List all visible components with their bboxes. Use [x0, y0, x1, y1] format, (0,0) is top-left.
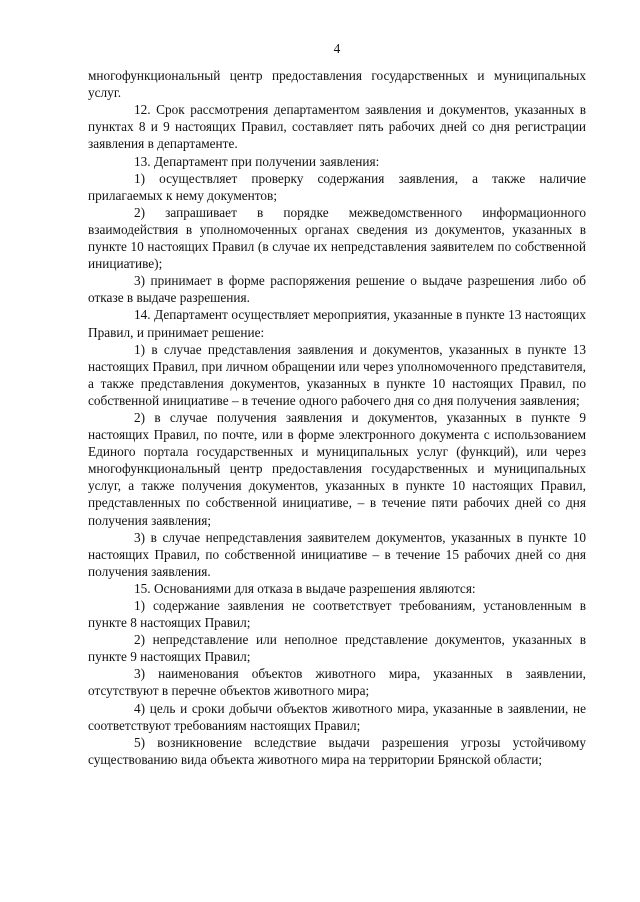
document-body: [88, 67, 586, 768]
paragraph: 3) в случае непредставления заявителем документов, указанных в пункте 10 настоящих Правил, по собственной инициативе – в течение 15 рабочих дней со дня получения заявления.: [88, 529, 586, 579]
document-page: [88, 40, 586, 768]
paragraph: 1) содержание заявления не соответствует требованиям, установленным в пункте 8 настоящих Правил;: [88, 598, 586, 631]
paragraph: 2) запрашивает в порядке межведомственного информационного взаимодействия в уполномоченных органах сведения из документов, указанных в пункте 10 настоящих Правил (в случае их непредставления заявителем по собственной инициативе);: [88, 204, 586, 272]
page-number: 4: [333, 41, 341, 56]
paragraph: 13. Департамент при получении заявления:: [134, 153, 380, 169]
paragraph: 2) в случае получения заявления и документов, указанных в пункте 9 настоящих Правил, по почте, или в форме электронного документа с использованием Единого портала государственных и муниципальных услуг (функций), или через многофункциональный центр предоставления государственных и муниципальных услуг, а также получения документов, указанных в пункте 10 настоящих Правил, представленных по собственной инициативе, – в течение пяти рабочих дней со дня получения заявления;: [88, 409, 586, 528]
paragraph: 2) непредставление или неполное представление документов, указанных в пункте 9 настоящих Правил;: [88, 632, 586, 665]
paragraph: 14. Департамент осуществляет мероприятия, указанные в пункте 13 настоящих Правил, и принимает решение:: [88, 307, 586, 340]
paragraph: 1) в случае представления заявления и документов, указанных в пункте 13 настоящих Правил, при личном обращении или через уполномоченного представителя, а также представления документов, указанных в пункте 10 настоящих Правил, по собственной инициативе – в течение одного рабочего дня со дня получения заявления;: [88, 341, 586, 408]
paragraph: 12. Срок рассмотрения департаментом заявления и документов, указанных в пунктах 8 и 9 настоящих Правил, составляет пять рабочих дней со дня регистрации заявления в департаменте.: [88, 102, 586, 152]
paragraph: 5) возникновение вследствие выдачи разрешения угрозы устойчивому существованию вида объекта животного мира на территории Брянской области;: [88, 734, 586, 767]
paragraph: многофункциональный центр предоставления государственных и муниципальных услуг.: [88, 68, 586, 101]
paragraph: 4) цель и сроки добычи объектов животного мира, указанные в заявлении, не соответствуют требованиям настоящих Правил;: [88, 700, 586, 733]
paragraph: 3) принимает в форме распоряжения решение о выдаче разрешения либо об отказе в выдаче разрешения.: [88, 273, 586, 306]
paragraph: 3) наименования объектов животного мира, указанных в заявлении, отсутствуют в перечне объектов животного мира;: [88, 666, 586, 699]
paragraph: 15. Основаниями для отказа в выдаче разрешения являются:: [134, 580, 476, 596]
paragraph: 1) осуществляет проверку содержания заявления, а также наличие прилагаемых к нему документов;: [88, 170, 586, 203]
